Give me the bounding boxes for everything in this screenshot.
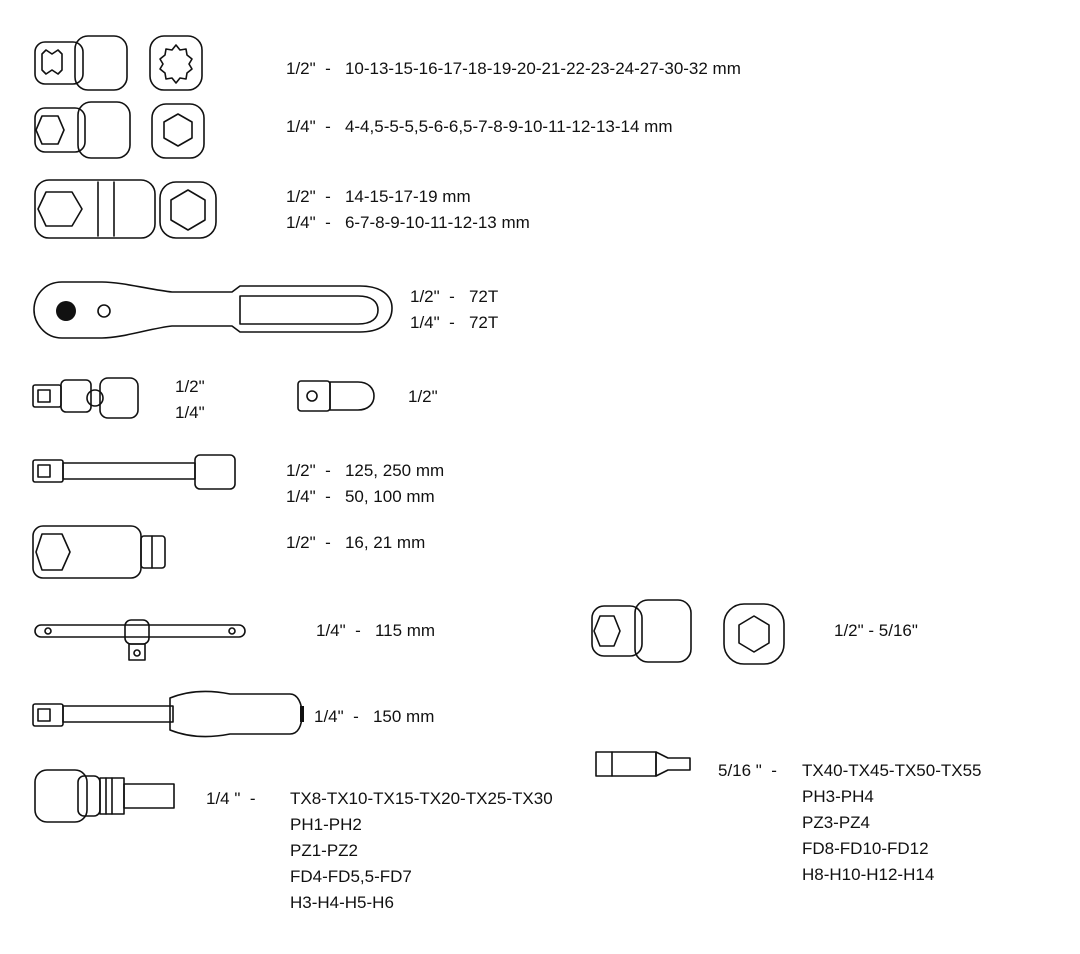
label-line: 1/2" [408,387,438,406]
label-deep-sockets [286,184,530,236]
label-bit-socket [834,618,918,644]
adapter-icon [298,381,374,411]
label-line: 1/4" - 150 mm [314,707,435,726]
label-line: TX40-TX45-TX50-TX55 [802,761,982,780]
label-line: 1/2" - 5/16" [834,621,918,640]
ratchet-icon [34,282,392,338]
label-line: 1/4" - 115 mm [316,621,436,640]
label-line: PH3-PH4 [802,787,874,806]
label-line: 1/4" - 50, 100 mm [286,487,435,506]
label-line: 1/2" - 125, 250 mm [286,461,445,480]
label-bits-1-4-size [206,786,256,812]
label-line: H8-H10-H12-H14 [802,865,935,884]
socket-6pt-side-icon [35,102,130,158]
label-extensions [286,458,444,510]
deep-socket-side-icon [35,180,155,238]
label-line: 1/2" - 72T [410,287,499,306]
label-line: 1/4" [175,403,205,422]
label-line: 1/4 " - [206,789,256,808]
label-bits-5-16-size [718,758,777,784]
socket-6pt-end-icon [152,104,204,158]
label-line: 1/2" - 14-15-17-19 mm [286,187,471,206]
label-spark-plug [286,530,425,556]
bit-socket-side-icon [592,600,691,662]
extension-bar-icon [33,455,235,489]
label-line: 1/4" - 6-7-8-9-10-11-12-13 mm [286,213,530,232]
label-line: 5/16 " - [718,761,777,780]
label-line: FD4-FD5,5-FD7 [290,867,412,886]
label-line: 1/4" - 4-4,5-5-5,5-6-6,5-7-8-9-10-11-12-13-14 mm [286,117,673,136]
label-line: PZ1-PZ2 [290,841,359,860]
label-line: FD8-FD10-FD12 [802,839,929,858]
label-bits-1-4-list [290,786,553,916]
label-line: 1/4" - 72T [410,313,499,332]
universal-joint-icon [33,378,138,418]
socket-12pt-end-icon [150,36,202,90]
deep-socket-end-icon [160,182,216,238]
label-line: TX8-TX10-TX15-TX20-TX25-TX30 [290,789,553,808]
socket-12pt-side-icon [35,36,127,90]
label-line: PZ3-PZ4 [802,813,871,832]
label-screwdriver [314,704,434,730]
bit-holder-icon [35,770,174,822]
t-bar-icon [35,620,245,660]
bit-socket-end-icon [724,604,784,664]
label-line: 1/2" [175,377,205,396]
label-line: H3-H4-H5-H6 [290,893,394,912]
label-sockets-12pt [286,56,741,82]
screwdriver-handle-icon [33,691,304,736]
spark-plug-socket-icon [33,526,165,578]
label-sockets-6pt [286,114,673,140]
label-universal-joint [175,374,205,426]
label-line: PH1-PH2 [290,815,362,834]
label-t-bar [316,618,435,644]
bit-5-16-icon [596,752,690,776]
label-adapter [408,384,438,410]
label-bits-5-16-list [802,758,982,888]
label-ratchets [410,284,498,336]
label-line: 1/2" - 16, 21 mm [286,533,426,552]
label-line: 1/2" - 10-13-15-16-17-18-19-20-21-22-23-24-27-30-32 mm [286,59,741,78]
